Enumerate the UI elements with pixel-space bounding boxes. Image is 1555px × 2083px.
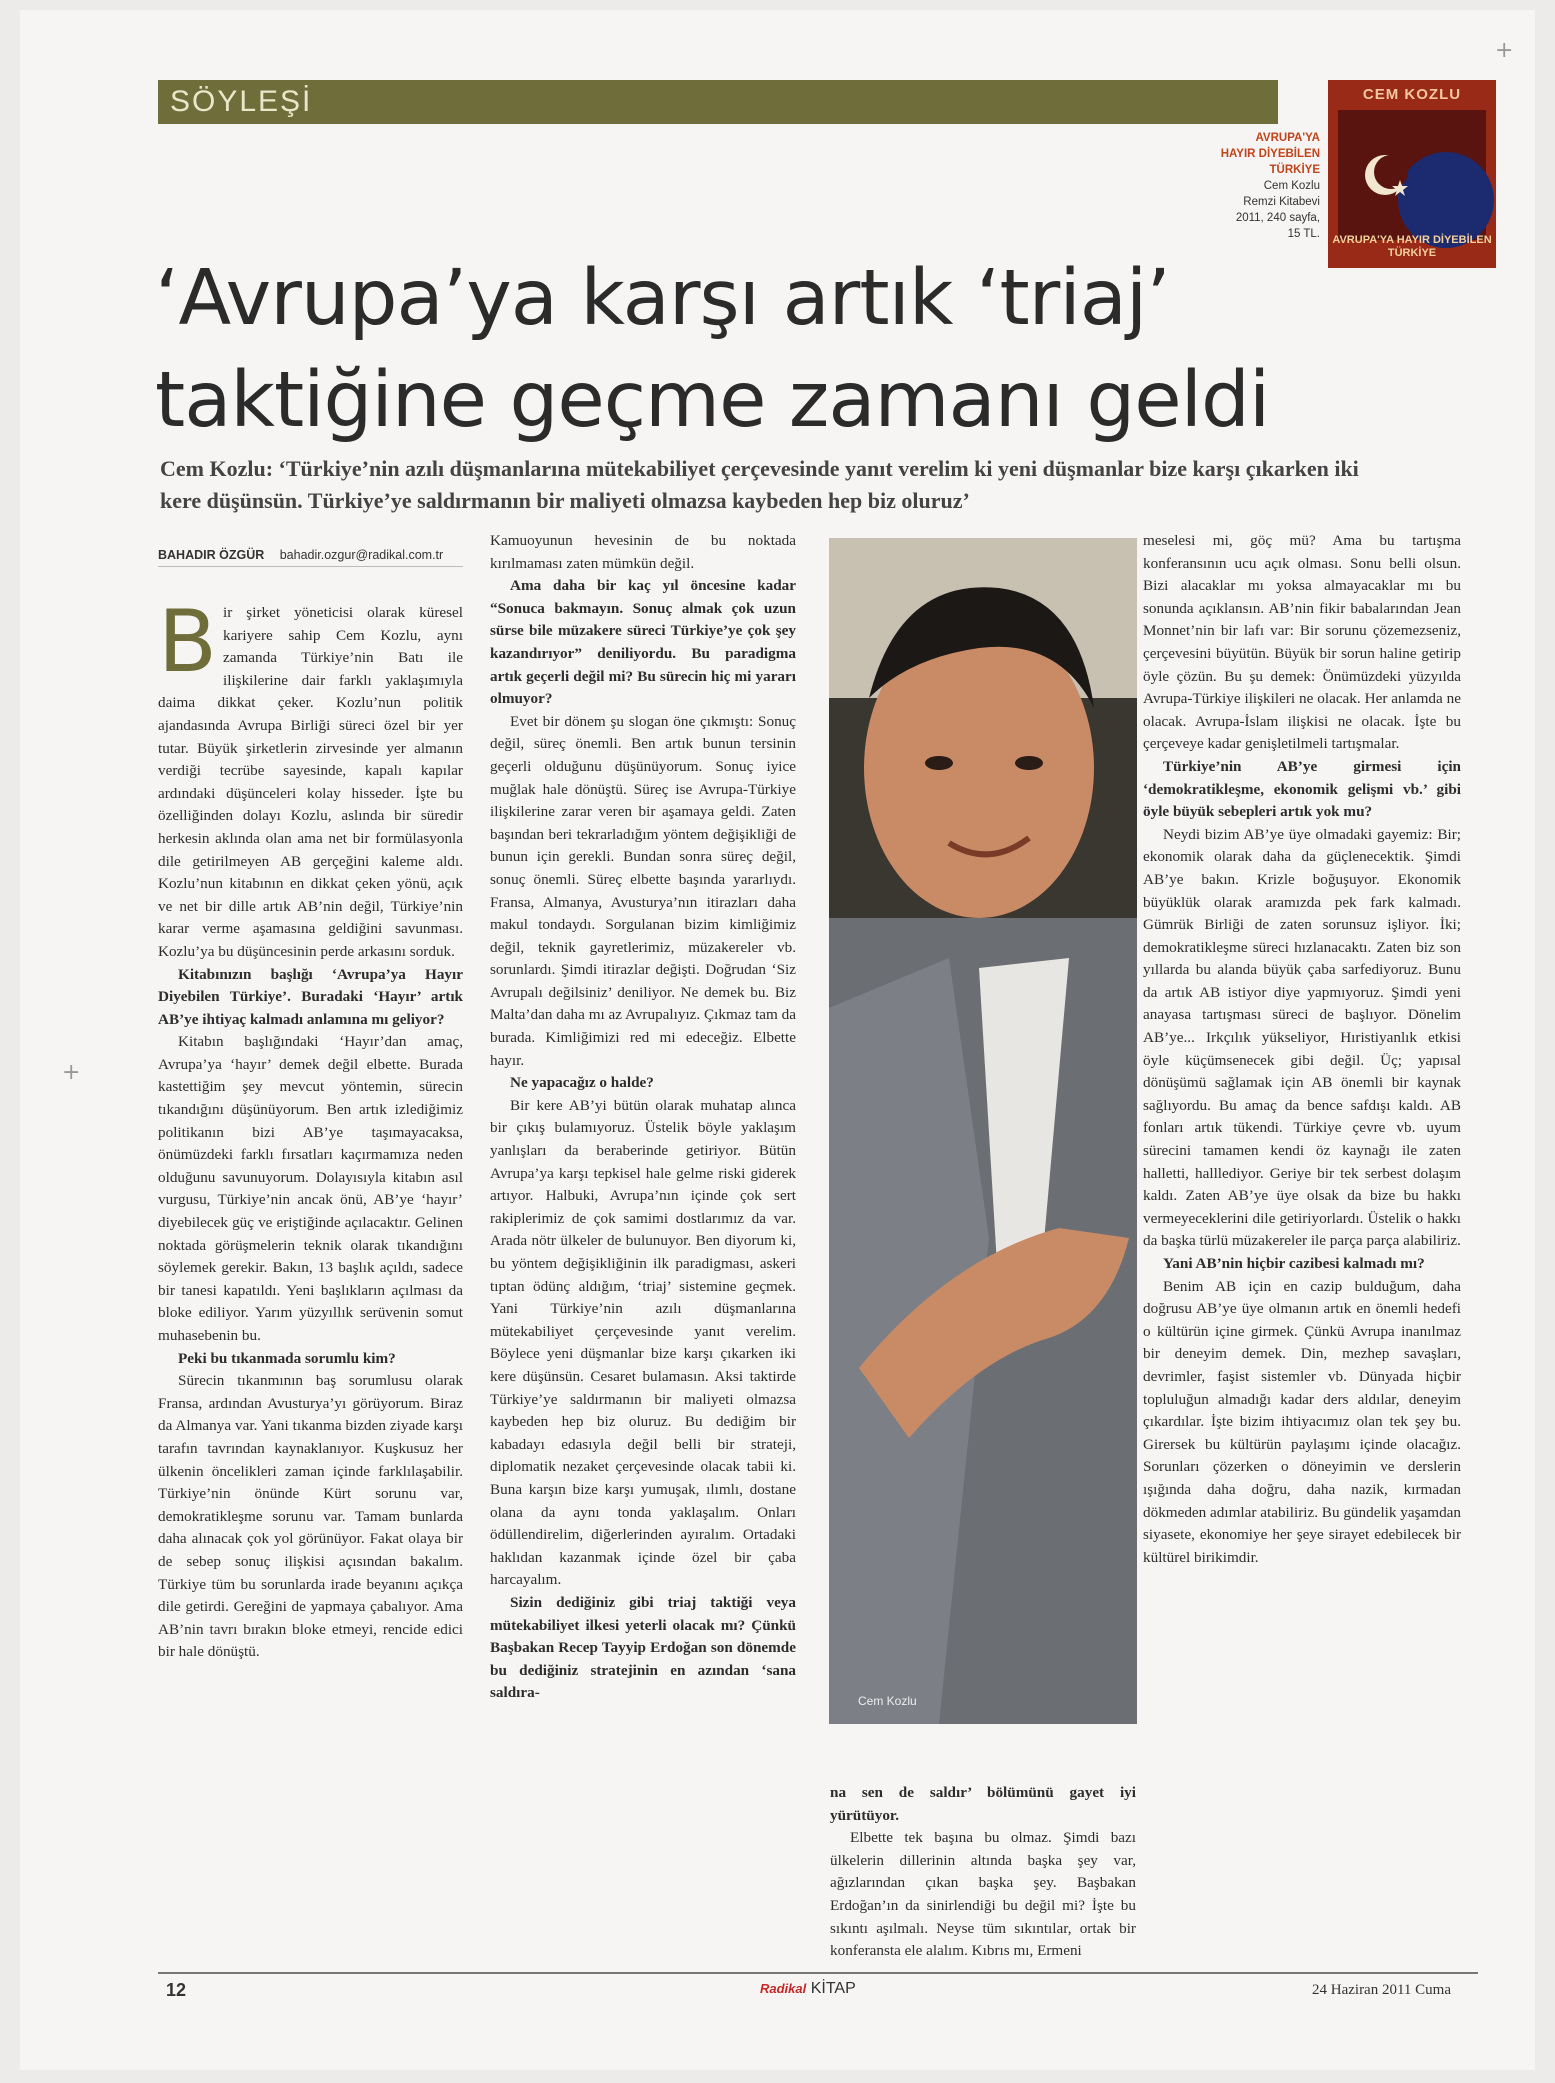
- book-publisher: Remzi Kitabevi: [1243, 196, 1320, 208]
- section-label: SÖYLEŞİ: [158, 80, 1278, 124]
- book-info: [1180, 130, 1320, 242]
- question: Ne yapacağız o halde?: [510, 1074, 654, 1092]
- book-title-line2: HAYIR DİYEBİLEN: [1220, 148, 1320, 160]
- column-4: [1143, 530, 1461, 1569]
- registration-mark-left: +: [62, 1060, 81, 1085]
- book-cover-title: AVRUPA'YA HAYIR DİYEBİLEN TÜRKİYE: [1332, 234, 1492, 259]
- question: Sizin dediğiniz gibi triaj taktiği veya mütekabiliyet ilkesi yeterli olacak mı? Çünkü Başbakan Recep Tayyip Erdoğan son dönemde bu dediğiniz stratejinin en azından ‘sana saldıra-: [490, 1593, 796, 1702]
- answer: Sürecin tıkanmının baş sorumlusu olarak Fransa, ardından Avusturya’yı görüyorum. Biraz da Almanya var. Yani tıkanma bizden ziyade karşı tarafın tavrından kaynaklanıyor. Kuşkusuz her ülkenin öncelikleri zaman içinde farklılaşabilir. Türkiye’nin önünde Kürt sorunu var, demokratikleşme sorunu var. Tamam bunlarda daha alınacak çok yol görünüyor. Fakat olaya bir de sebep sonuç ilişkisi açısından bakalım. Türkiye tüm bu sorunlarda irade beyanını açıkça dile getirdi. Gereğini de yapmaya çabalıyor. Ama AB’nin tavrı bırakın bloke etmeyi, rencide edici bir hale dönüştü.: [158, 1372, 463, 1661]
- book-details: 2011, 240 sayfa,: [1235, 212, 1320, 224]
- crescent-icon: [1360, 150, 1410, 200]
- interview-photo: [829, 538, 1137, 1724]
- paragraph: meselesi mi, göç mü? Ama bu tartışma konferansının ucu açık olması. Sonu belli olsun. Bizi alacaklar mı yoksa almayacaklar mı bu sonunda açıklansın. AB’nin fikir babalarından Jean Monnet’nin bir lafı var: Bir sorunu çözemezseniz, çerçevesini büyütün. Büyük bir sorun haline getirip öyle çözün. Bu şu demek: Önümüzdeki yüzyılda Avrupa-Türkiye ilişkileri ne olacak. Her anlamda ne olacak. Avrupa-İslam ilişkisi ne olacak. İşte bu çerçeveye kadar genişletilmeli tartışmalar.: [1143, 532, 1461, 753]
- book-title-line3: TÜRKİYE: [1269, 164, 1320, 176]
- intro-paragraph: Bir şirket yöneticisi olarak küresel kariyere sahip Cem Kozlu, aynı zamanda Türkiye’nin Batı ile ilişkilerine dair farklı yaklaşımıyla daima dikkat çeker. Kozlu’nun politik ajandasında Avrupa Birliği süreci özel bir yer tutar. Büyük şirketlerin zirvesinde yer almanın verdiği tecrübe sayesinde, kapalı kapılar ardındaki düşünceleri kolay hisseder. İşte bu özelliğinden dolayı Kozlu, aslında bir süredir herkesin aklında olan ama net bir formülasyonla dile getirilmeyen AB gerçeğini kaleme aldı. Kozlu’nun kitabının en dikkat çeken yönü, açık ve net bir dille artık AB’nin değil, Türkiye’nin karar verme aşamasına geldiğini savunması. Kozlu’ya bu düşüncesinin perde arkasını sorduk.: [158, 592, 463, 960]
- question-continued: na sen de saldır’ bölümünü gayet iyi yürütüyor.: [830, 1784, 1136, 1824]
- column-1: [158, 592, 463, 1664]
- headline: [155, 248, 1335, 452]
- headline-line1: ‘Avrupa’ya karşı artık ‘triaj’: [155, 254, 1170, 343]
- byline-email[interactable]: bahadir.ozgur@radikal.com.tr: [279, 548, 444, 562]
- answer: Bir kere AB’yi bütün olarak muhatap alınca bir çıkış bulamıyoruz. Üstelik böyle yaklaşım yanlışları da beraberinde getiriyor. Bütün Avrupa’ya karşı tepkisel hale gelme riski giderek artıyor. Halbuki, Avrupa’nın içinde çok sert rakiplerimiz de çok samimi dostlarımız da var. Arada nötr ülkeler de bulunuyor. Ben diyorum ki, bu yöntem değişikliğinin ilk paradigması, askeri tıptan ödünç aldığım, ‘triaj’ sistemine geçmek. Yani Türkiye’nin azılı düşmanlarına mütekabiliyet çerçevesinde yanıt verelim. Böylece yeni düşmanlar bize karşı çıkarken iki kere düşünsün. Cesaret bulamasın. Aksi taktirde Türkiye’ye saldırmanın bir maliyeti olmazsa kaybeden hep biz oluruz. Bu dediğim bir kabadayı edasıyla değil belli bir strateji, diplomatik nezaket çerçevesinde olacak tabii ki. Buna karşın bize karşı yumuşak, ılımlı, dostane olana da aynı tonda yaklaşalım. Onları ödüllendirelim, diğerlerinden ayıralım. Ortadaki haklıdan kazanmak içinde özel bir çaba harcayalım.: [490, 1096, 796, 1589]
- answer: Kitabın başlığındaki ‘Hayır’dan amaç, Avrupa’ya ‘hayır’ demek değil elbette. Burada kastettiğim şey mevcut yöntemin, sürecin tıkandığını düşünüyorum. Ben artık izlediğimiz politikanın bizi AB’ye taşımayacaksa, önümüzdeki farklı fırsatları kaçırmamıza neden olduğunu savunuyorum. Dolayısıyla kitabın asıl vurgusu, Türkiye’nin ancak önü, AB’ye ‘hayır’ diyebilecek güç ve eriştiğinde açılacaktır. Gelinen noktada görüşmelerin teknik olarak tıkandığını söylemek gerekir. Bakın, 13 başlık açıldı, sadece bir tanesi kapatıldı. Yeni başlıkların açılması da bloke ediliyor. Yarım yüzyıllık serüvenin somut muhasebenin bu.: [158, 1033, 463, 1344]
- publication-name: [760, 1980, 856, 1998]
- paragraph: Kamuoyunun hevesinin de bu noktada kırılmaması zaten mümkün değil.: [490, 532, 796, 572]
- book-cover-art: [1338, 110, 1486, 240]
- portrait-illustration: [829, 538, 1137, 1724]
- book-cover-author: CEM KOZLU: [1362, 86, 1462, 103]
- book-price: 15 TL.: [1287, 228, 1320, 240]
- headline-line2: taktiğine geçme zamanı geldi: [155, 356, 1270, 445]
- book-author: Cem Kozlu: [1263, 180, 1320, 192]
- byline: [158, 548, 463, 567]
- question: Yani AB’nin hiçbir cazibesi kalmadı mı?: [1163, 1255, 1425, 1272]
- supplement-name: KİTAP: [810, 1980, 856, 1997]
- question: Türkiye’nin AB’ye girmesi için ‘demokratikleşme, ekonomik gelişmi vb.’ gibi öyle büyük sebepleri artık yok mu?: [1143, 757, 1461, 821]
- answer: Neydi bizim AB’ye üye olmadaki gayemiz: Bir; ekonomik olarak daha da güçlenecektik. Şimdi AB’ye bakın. Krizle boğuşuyor. Ekonomik büyüklük olarak aramızda pek fark kalmadı. Gümrük Birliği de zaten sorunsuz işliyor. İki; demokratikleşme süreci hızlanacaktı. Zaten biz son yıllarda bu alanda büyük çaba sarfediyoruz. Bunu da artık AB istiyor diye yapmıyoruz. Şimdi yeni anayasa tartışması süreci de başlıyor. Dönelim AB’ye... Irkçılık yükseliyor, Hıristiyanlık etkisi öyle küçümsenecek gibi değil. Üç; yapısal dönüşümü sağlamak için AB önemli bir kaynak sağlıyordu. Bu amaç da bence safdışı kaldı. AB fonları artık tükendi. Türkiye çevre vb. uyum sürecini tamamen kendi öz kaynağı ile zaten halletti, halllediyor. Geriye bir tek serbest dolaşım kaldı. Zaten AB’ye üye olsak da bize bu hakkı vermeyeceklerini dile getiriyorlardı. Üstelik o hakkı da başka türlü müzakereler ile parça parça alabiliriz.: [1143, 825, 1461, 1250]
- footer-rule: [158, 1972, 1478, 1974]
- page-number: 12: [166, 1980, 187, 2000]
- answer: Elbette tek başına bu olmaz. Şimdi bazı ülkelerin dillerinin altında başka şey var, ağızlarından çıkan başka şey. Başbakan Erdoğan’ın da sinirlendiği bu değil mi? İşte bu sıkıntı aşılmalı. Neyse tüm sıkıntılar, ortak bir konferansta ele alalım. Kıbrıs mı, Ermeni: [830, 1829, 1136, 1960]
- column-3: [830, 1782, 1136, 1963]
- book-cover: [1328, 80, 1496, 268]
- answer: Benim AB için en cazip bulduğum, daha doğrusu AB’ye üye olmanın artık en önemli hedefi o kültürün içine girmek. Çünkü Avrupa inanılmaz bir deneyim demek. Din, mezhep savaşları, devrimler, faşist sistemler vb. Dünyada hiçbir topluluğun almadığı kadar ders aldılar, deneyim çıkardılar. İşte bizim ihtiyacımız olan tek şey bu. Girersek bu kültürün paylaşımı içinde olacağız. Sorunları çözerken o döneyimin ve derslerin ışığında daha doğru, daha nazik, kırmadan dökmeden adımlar atabiliriz. Bu gündelik yaşamdan siyasete, ekonomiye her şeye sirayet edebilecek bir kültürel birikimdir.: [1143, 1277, 1462, 1566]
- issue-date: 24 Haziran 2011 Cuma: [1312, 1982, 1451, 1998]
- book-title-line1: AVRUPA'YA: [1255, 132, 1320, 144]
- byline-author: BAHADIR ÖZGÜR: [158, 548, 265, 562]
- brand-logo: Radikal: [760, 1981, 807, 1996]
- drop-cap: B: [158, 592, 217, 692]
- answer: Evet bir dönem şu slogan öne çıkmıştı: Sonuç değil, süreç önemli. Ben artık bunun tersinin geçerli olduğunu düşünüyorum. Sonuç iyice muğlak hale dönüştü. Süreç ise Avrupa-Türkiye ilişkilerine zarar veren bir aşamaya geldi. Zaten başından beri tekrarladığım yöntem değişikliği de bunun için gerekli. Bundan sonra süreç değil, sonuç önemli. Süreç elbette başında yararlıydı. Fransa, Almanya, Avusturya’nın itirazları daha makul tondaydı. Sorgulanan bizim kimliğimiz değil, teknik gayretlerimiz, müzakereler vb. sorunlardı. Şimdi itirazlar değişti. Doğrudan ‘Siz Avrupalı değilsiniz’ deniliyor. Ne demek bu. Biz Malta’dan daha mı az Avrupalıyız. Çıkmaz tam da burada. Kimliğimizi red mi edeceğiz. Elbette hayır.: [490, 712, 796, 1069]
- photo-caption: Cem Kozlu: [858, 1694, 917, 1708]
- question: Peki bu tıkanmada sorumlu kim?: [178, 1349, 396, 1367]
- deck-subheading: Cem Kozlu: ‘Türkiye’nin azılı düşmanlarına mütekabiliyet çerçevesinde yanıt verelim ki yeni düşmanlar bize karşı çıkarken iki kere düşünsün. Türkiye’ye saldırmanın bir maliyeti olmazsa kaybeden hep biz oluruz’: [160, 456, 1359, 513]
- column-2: [490, 530, 796, 1705]
- question: Ama daha bir kaç yıl öncesine kadar “Sonuca bakmayın. Sonuç almak çok uzun sürse bile müzakere süreci Türkiye’ye çok şey kazandırıyor” deniliyordu. Bu paradigma artık geçerli değil mi? Bu sürecin hiç mi yararı olmuyor?: [490, 577, 796, 708]
- registration-mark-top: +: [1495, 38, 1514, 63]
- question: Kitabınızın başlığı ‘Avrupa’ya Hayır Diyebilen Türkiye’. Buradaki ‘Hayır’ artık AB’ye ihtiyaç kalmadı anlamına mı geliyor?: [158, 965, 463, 1028]
